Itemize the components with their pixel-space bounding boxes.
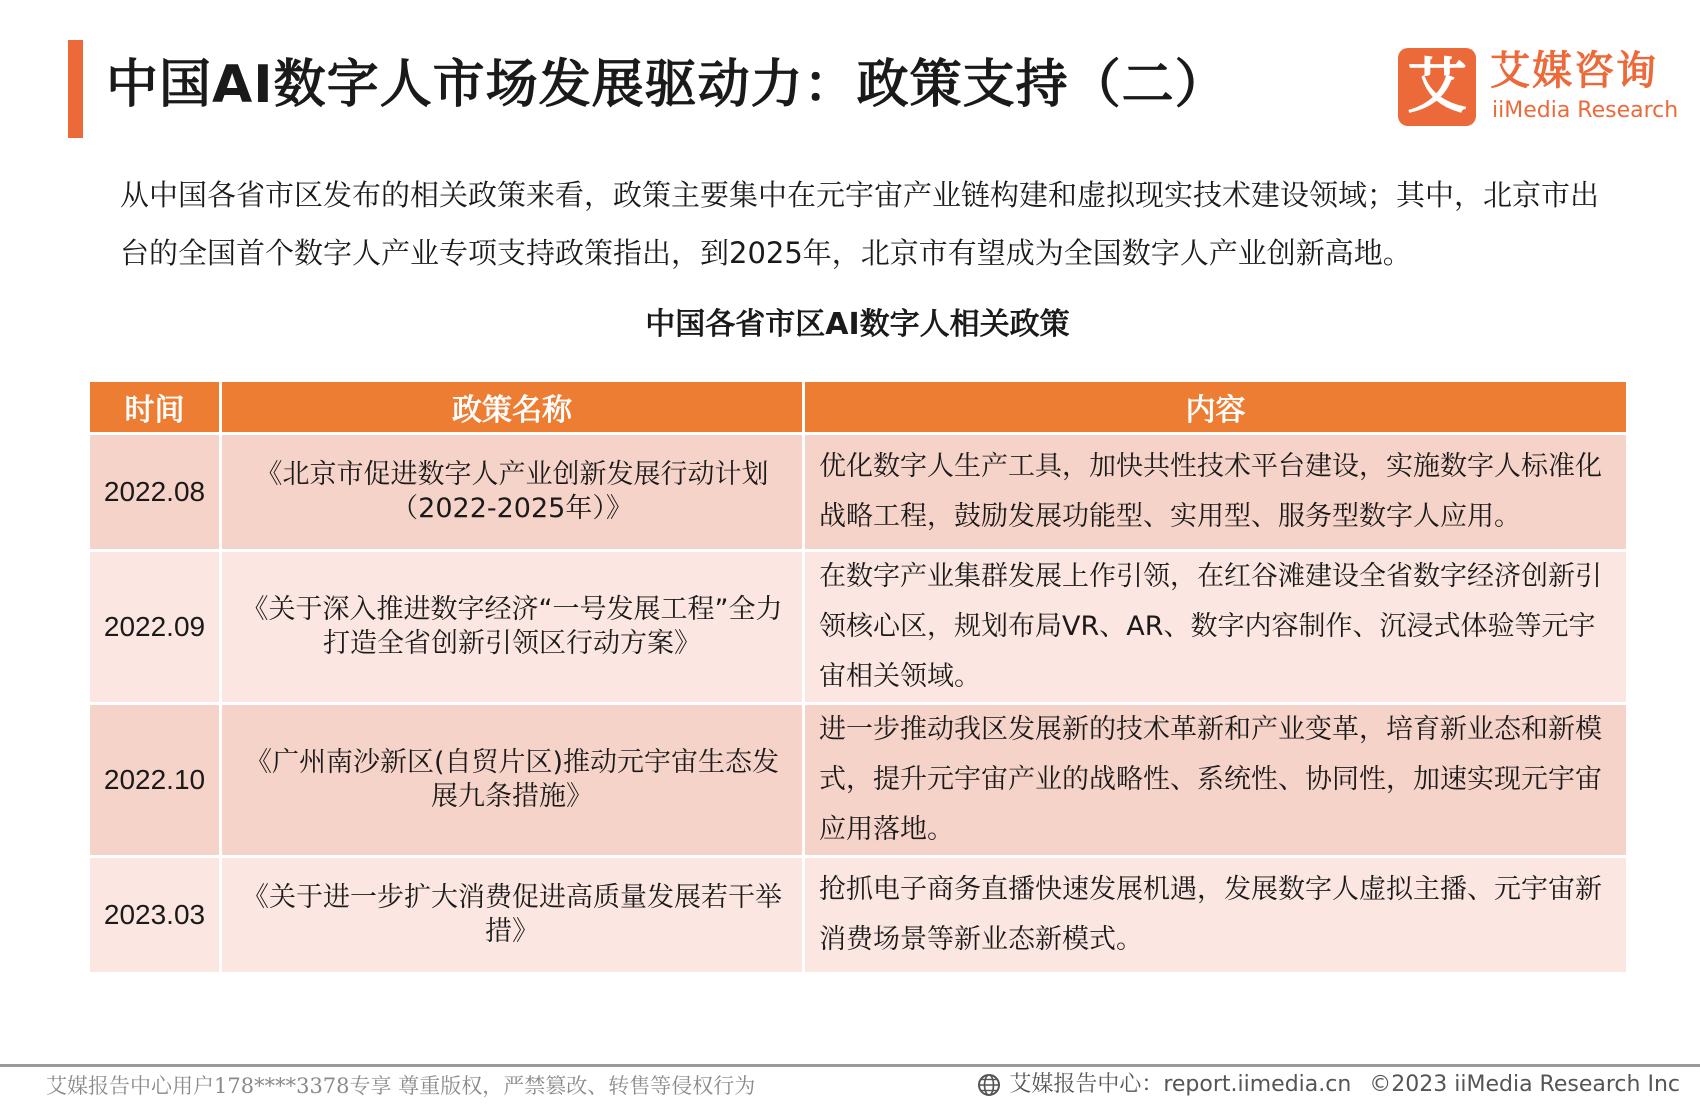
row-content: 优化数字人生产工具，加快共性技术平台建设，实施数字人标准化战略工程，鼓励发展功能型、实用型、服务型数字人应用。 [802, 435, 1626, 549]
brand-logo [1398, 46, 1679, 128]
row-policy-name: 《北京市促进数字人产业创新发展行动计划（2022-2025年）》 [219, 435, 802, 549]
title-accent-bar [68, 40, 83, 138]
footer-site-link[interactable]: 艾媒报告中心：report.iimedia.cn [1009, 1072, 1352, 1097]
page-title: 中国AI数字人市场发展驱动力：政策支持（二） [106, 55, 1228, 115]
header-content: 内容 [802, 382, 1626, 432]
header-date: 时间 [124, 393, 185, 428]
table-row [90, 552, 1626, 702]
logo-mark-icon: 艾 [1398, 48, 1476, 126]
row-date: 2023.03 [103, 899, 206, 930]
row-date: 2022.10 [103, 764, 206, 795]
policy-table [90, 382, 1626, 972]
row-policy-name: 《关于进一步扩大消费促进高质量发展若干举措》 [219, 858, 802, 972]
row-date: 2022.08 [103, 476, 206, 507]
row-policy-name: 《广州南沙新区(自贸片区)推动元宇宙生态发展九条措施》 [219, 705, 802, 855]
table-header-row [90, 382, 1626, 432]
footer-watermark: 艾媒报告中心用户178****3378专享 尊重版权，严禁篡改、转售等侵权行为 [46, 1074, 756, 1098]
intro-paragraph: 从中国各省市区发布的相关政策来看，政策主要集中在元宇宙产业链构建和虚拟现实技术建设领域；其中，北京市出台的全国首个数字人产业专项支持政策指出，到2025年，北京市有望成为全国数字人产业创新高地。 [120, 178, 1600, 270]
table-title: 中国各省市区AI数字人相关政策 [645, 307, 1070, 342]
footer-divider [0, 1064, 1700, 1067]
footer-copyright: ©2023 iiMedia Research Inc [1369, 1072, 1680, 1097]
row-policy-name: 《关于深入推进数字经济“一号发展工程”全力打造全省创新引领区行动方案》 [219, 552, 802, 702]
logo-name-en: iiMedia Research [1492, 98, 1679, 123]
row-content: 抢抓电子商务直播快速发展机遇，发展数字人虚拟主播、元宇宙新消费场景等新业态新模式。 [802, 858, 1626, 972]
row-content: 进一步推动我区发展新的技术革新和产业变革，培育新业态和新模式，提升元宇宙产业的战略性、系统性、协同性，加速实现元宇宙应用落地。 [802, 705, 1626, 855]
logo-name-cn: 艾媒咨询 [1490, 48, 1658, 94]
row-date: 2022.09 [103, 611, 206, 642]
globe-icon [977, 1073, 1001, 1097]
table-row [90, 858, 1626, 972]
row-content: 在数字产业集群发展上作引领，在红谷滩建设全省数字经济创新引领核心区，规划布局VR、AR、数字内容制作、沉浸式体验等元宇宙相关领域。 [802, 552, 1626, 702]
footer-info [977, 1068, 1680, 1102]
header-policy-name: 政策名称 [219, 382, 802, 432]
table-row [90, 435, 1626, 549]
table-row [90, 705, 1626, 855]
